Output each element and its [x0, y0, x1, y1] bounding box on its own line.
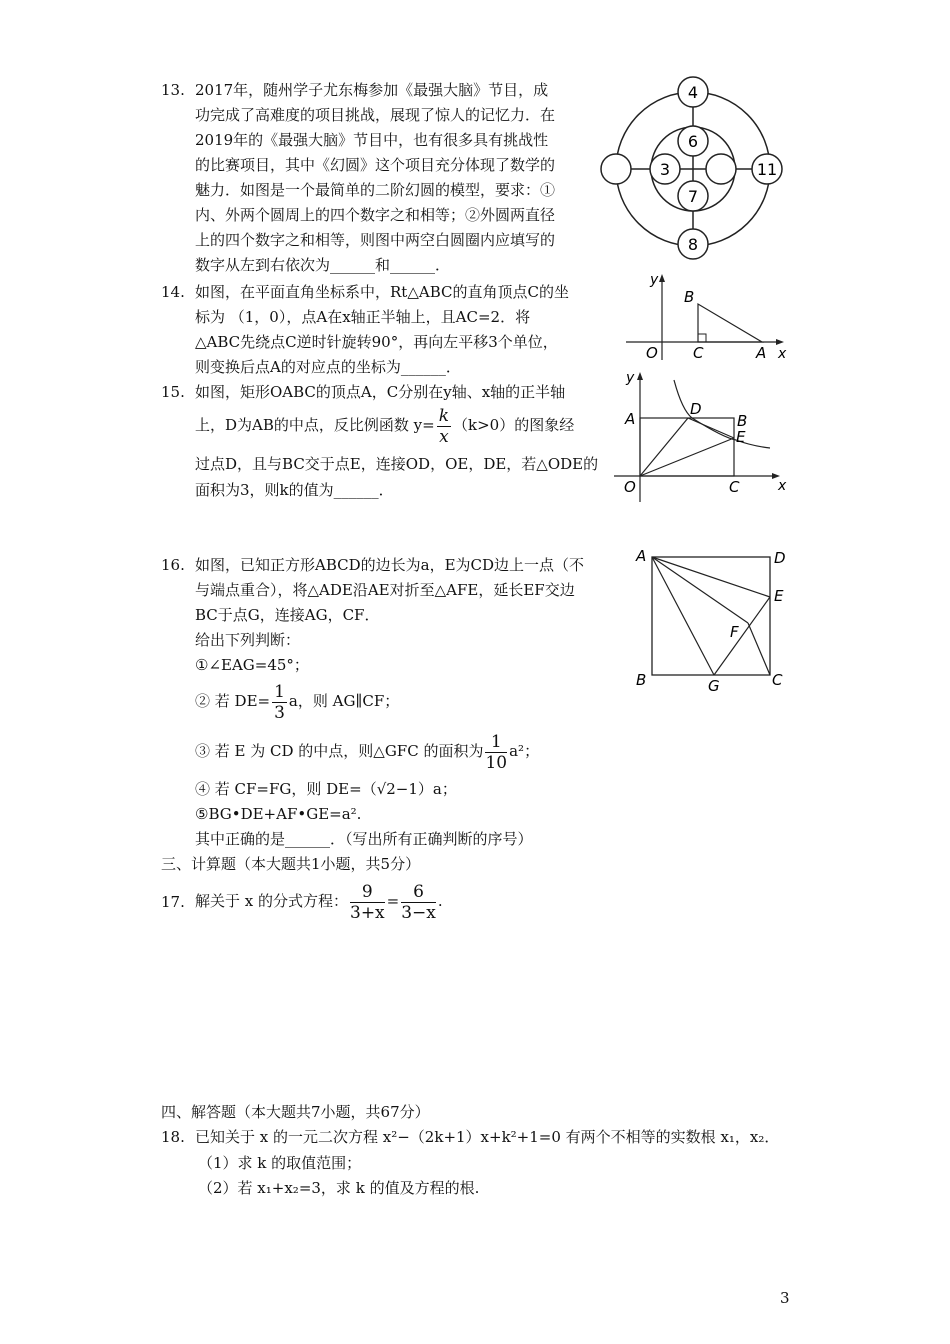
q16-number: 16.: [161, 556, 185, 574]
q16-line: 与端点重合），将△ADE沿AE对折至△AFE，延长EF交边: [195, 581, 575, 599]
q14-number: 14.: [161, 283, 185, 301]
q18-sub2: （2）若 x₁+x₂=3，求 k 的值及方程的根.: [198, 1179, 480, 1197]
section-4-heading: 四、解答题（本大题共7小题，共67分）: [161, 1103, 430, 1121]
svg-text:F: F: [730, 623, 739, 641]
svg-text:D: D: [774, 549, 786, 567]
q15-line2: 上，D为AB的中点，反比例函数 y= $\frac{k}{x}$ （k>0）的图象经: [195, 405, 575, 447]
triangle-abc: [698, 304, 762, 342]
q16-ask: 其中正确的是______．（写出所有正确判断的序号）: [195, 830, 533, 848]
svg-text:A: A: [625, 410, 636, 428]
q16-judgement-5: ⑤BG•DE+AF•GE=a².: [195, 805, 362, 823]
svg-text:O: O: [646, 344, 658, 362]
q15-line4: 面积为3，则k的值为______．: [195, 481, 394, 499]
q14-line: △ABC先绕点C逆时针旋转90°，再向左平移3个单位，: [195, 333, 558, 351]
q13-number: 13.: [161, 81, 185, 99]
magic-circle-figure: [600, 72, 790, 268]
q16-judgement-2: ② 若 DE= $\frac{1}{3}$ a，则 AG∥CF；: [195, 681, 400, 723]
svg-text:D: D: [690, 400, 702, 418]
q14-line: 如图，在平面直角坐标系中，Rt△ABC的直角顶点C的坐: [195, 283, 569, 301]
svg-text:y: y: [626, 370, 635, 386]
fraction-k-over-x: $\frac{k}{x}$: [438, 405, 450, 447]
q18-number: 18.: [161, 1128, 185, 1146]
q16-line: 如图，已知正方形ABCD的边长为a，E为CD边上一点（不: [195, 556, 585, 574]
svg-text:A: A: [756, 344, 767, 362]
q18-line: 已知关于 x 的一元二次方程 x²−（2k+1）x+k²+1=0 有两个不相等的实数根 x₁，x₂．: [195, 1128, 780, 1146]
q16-figure: [632, 545, 792, 691]
q17-equation: 解关于 x 的分式方程： $\frac{9}{3+x}$ = $\frac{6}{3-x}$ .: [195, 881, 443, 923]
section-3-heading: 三、计算题（本大题共1小题，共5分）: [161, 855, 421, 873]
q13-line: 2017年，随州学子尤东梅参加《最强大脑》节目，成: [195, 81, 549, 99]
q14-line: 标为 （1，0），点A在x轴正半轴上，且AC=2．将: [195, 308, 531, 326]
svg-text:G: G: [708, 677, 720, 691]
hyperbola: [674, 380, 770, 448]
num-right: 11: [756, 160, 778, 179]
svg-text:C: C: [729, 478, 740, 496]
q13-line: 数字从左到右依次为______和______．: [195, 256, 451, 274]
q13-line: 的比赛项目，其中《幻圆》这个项目充分体现了数学的: [195, 156, 556, 174]
svg-text:x: x: [778, 478, 787, 494]
svg-text:C: C: [693, 344, 704, 362]
svg-text:B: B: [684, 288, 695, 306]
page-number: 3: [780, 1289, 790, 1307]
num-top: 4: [687, 83, 699, 102]
q16-judgement-3: ③ 若 E 为 CD 的中点，则△GFC 的面积为 $\frac{1}{10}$ a²；: [195, 731, 540, 773]
q17-number: 17.: [161, 893, 185, 911]
q15-number: 15.: [161, 383, 185, 401]
svg-text:y: y: [650, 272, 659, 288]
svg-text:C: C: [772, 671, 783, 689]
q13-line: 功完成了高难度的项目挑战，展现了惊人的记忆力．在: [195, 106, 556, 124]
q16-judgement-4: ④ 若 CF=FG，则 DE=（√2−1）a；: [195, 780, 457, 798]
num-inner-bottom: 7: [687, 187, 699, 206]
fraction-right: $\frac{6}{3-x}$: [401, 881, 436, 923]
svg-text:E: E: [774, 587, 784, 605]
svg-text:O: O: [624, 478, 636, 496]
q13-line: 上的四个数字之和相等，则图中两空白圆圈内应填写的: [195, 231, 556, 249]
q14-figure: [622, 270, 792, 370]
bubble-inner-right-blank: [706, 154, 736, 184]
q18-sub1: （1）求 k 的取值范围；: [198, 1154, 362, 1172]
q15-line3: 过点D，且与BC交于点E，连接OD，OE，DE，若△ODE的: [195, 455, 599, 473]
q16-line: 给出下列判断：: [195, 631, 301, 649]
svg-text:A: A: [636, 547, 647, 565]
q14-line: 则变换后点A的对应点的坐标为______．: [195, 358, 461, 376]
q15-figure: [612, 368, 792, 504]
q13-line: 2019年的《最强大脑》节目中，也有很多具有挑战性: [195, 131, 549, 149]
q15-line1: 如图，矩形OABC的顶点A，C分别在y轴、x轴的正半轴: [195, 383, 566, 401]
svg-text:B: B: [636, 671, 647, 689]
svg-text:B: B: [737, 412, 748, 430]
svg-text:E: E: [736, 428, 746, 446]
q13-line: 内、外两个圆周上的四个数字之和相等；②外圆两直径: [195, 206, 556, 224]
q16-line: BC于点G，连接AG，CF．: [195, 606, 380, 624]
num-inner-top: 6: [687, 132, 699, 151]
rectangle-oabc: [640, 418, 734, 476]
q13-line: 魅力．如图是一个最简单的二阶幻圆的模型，要求：①: [195, 181, 556, 199]
num-bottom: 8: [687, 235, 699, 254]
square-abcd: [652, 557, 770, 675]
fraction-left: $\frac{9}{3+x}$: [350, 881, 385, 923]
num-inner-left: 3: [659, 160, 671, 179]
svg-text:x: x: [778, 346, 787, 362]
bubble-left-blank: [601, 154, 631, 184]
q16-judgement-1: ①∠EAG=45°；: [195, 656, 309, 674]
